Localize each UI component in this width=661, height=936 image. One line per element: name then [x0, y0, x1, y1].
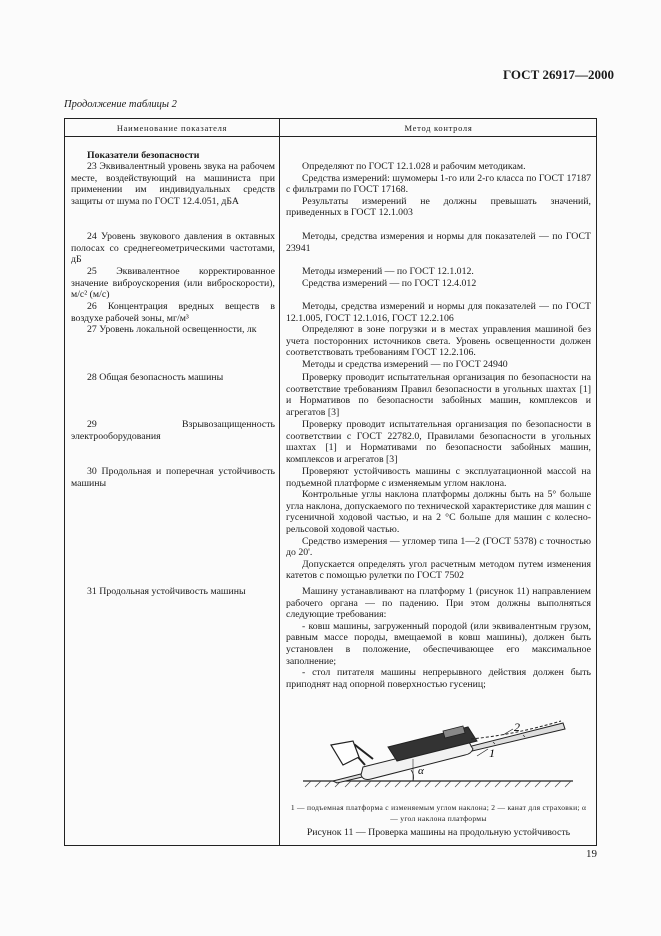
row-27-name: 27 Уровень локальной освещенности, лк	[87, 324, 257, 335]
label-alpha: α	[418, 765, 424, 777]
row-28-method: Проверку проводит испытательная организация по безопасности на соответствие требованиям Правил безопасности в угольных шахтах [1] и Нормативов по безопасности забойных машин, комплексов и агрегатов [3]	[286, 372, 591, 418]
row-30-name: 30 Продольная и поперечная устойчивость машины	[71, 466, 275, 489]
machine-bucket	[331, 741, 359, 765]
row-30-method: Проверяют устойчивость машины с эксплуатационной массой на подъемной платформе с изменяемым углом наклона. Контрольные углы наклона платформы должны быть на 5° больше угла наклона, допускаемого по технической характеристике для машин с гусеничной ходовой частью, и на 2 °С больше для машин с колесно-рельсовой ходовой частью. Средство измерения — угломер типа 1—2 (ГОСТ 5378) с точностью до 20'. Допускается определять угол расчетным методом путем изменения катетов с помощью рулетки по ГОСТ 7502	[286, 466, 591, 582]
row-28-name: 28 Общая безопасность машины	[87, 372, 224, 383]
table-header-row	[65, 119, 596, 137]
stability-test-figure	[293, 709, 583, 799]
column-header-method: Метод контроля	[404, 123, 473, 133]
row-29-method: Проверку проводит испытательная организация по безопасности в соответствии с ГОСТ 22782.0, Правилами безопасности в угольных шахтах [1] и Нормативами по безопасности забойных машин, комплексов и агрегатов [3]	[286, 419, 591, 465]
section-title: Показатели безопасности	[87, 150, 200, 161]
row-27-method: Определяют в зоне погрузки и в местах управления машиной без учета посторонних источников света. Уровень освещенности должен соответствовать требованиям ГОСТ 12.2.106. Методы и средства измерений — по ГОСТ 24940	[286, 324, 591, 370]
row-29-name: 29 Взрывозащищенность электрооборудования	[71, 419, 275, 442]
row-25-method: Методы измерений — по ГОСТ 12.1.012. Средства измерений — по ГОСТ 12.4.012	[302, 266, 477, 289]
figure-title: Рисунок 11 — Проверка машины на продольную устойчивость	[306, 827, 571, 838]
row-24-method: Методы, средства измерения и нормы для показателей — по ГОСТ 23941	[286, 231, 591, 254]
row-26-name: 26 Концентрация вредных веществ в воздухе рабочей зоны, мг/м³	[71, 301, 275, 324]
row-31-method: Машину устанавливают на платформу 1 (рисунок 11) направлением рабочего органа — по падению. При этом должны выполняться следующие требования: - ковш машины, загруженный породой (или эквивалентным грузом, равным массе породы, вмещаемой в ковш машины), должен быть установлен в положение, обеспечивающее его максимальное заполнение; - стол питателя машины непрерывного действия должен быть приподнят над опорной поверхностью гусениц;	[286, 586, 591, 690]
row-25-name: 25 Эквивалентное корректированное значение виброускорения (или виброскорости), м/с² (м/с)	[71, 266, 275, 301]
table-continuation-label: Продолжение таблицы 2	[64, 99, 177, 110]
standard-header: ГОСТ 26917—2000	[502, 67, 614, 82]
ground-hatch	[305, 781, 571, 787]
row-23-method: Определяют по ГОСТ 12.1.028 и рабочим методикам. Средства измерений: шумомеры 1-го или 2-го класса по ГОСТ 17187 с фильтрами по ГОСТ 17168. Результаты измерений не должны превышать значений, приведенных в ГОСТ 12.1.003	[286, 161, 591, 219]
safety-table	[64, 118, 597, 846]
label-2: 2	[514, 720, 520, 734]
label-1: 1	[489, 746, 495, 760]
row-31-name: 31 Продольная устойчивость машины	[87, 586, 246, 597]
row-23-name: 23 Эквивалентный уровень звука на рабочем месте, воздействующий на машиниста при применении им индивидуальных средств защиты от шума по ГОСТ 12.4.051, дБА	[71, 161, 275, 207]
figure-legend: 1 — подъемная платформа с изменяемым углом наклона; 2 — канат для страховки; α — угол наклона платформы	[290, 803, 587, 823]
row-26-method: Методы, средства измерений и нормы для показателей — по ГОСТ 12.1.005, ГОСТ 12.1.016, ГОСТ 12.2.106	[286, 301, 591, 324]
row-24-name: 24 Уровень звукового давления в октавных полосах со среднегеометрическими частотами, дБ	[71, 231, 275, 266]
column-header-name: Наименование показателя	[116, 123, 228, 133]
leader-1	[477, 749, 488, 756]
column-divider	[279, 119, 280, 845]
page-number: 19	[586, 848, 597, 860]
